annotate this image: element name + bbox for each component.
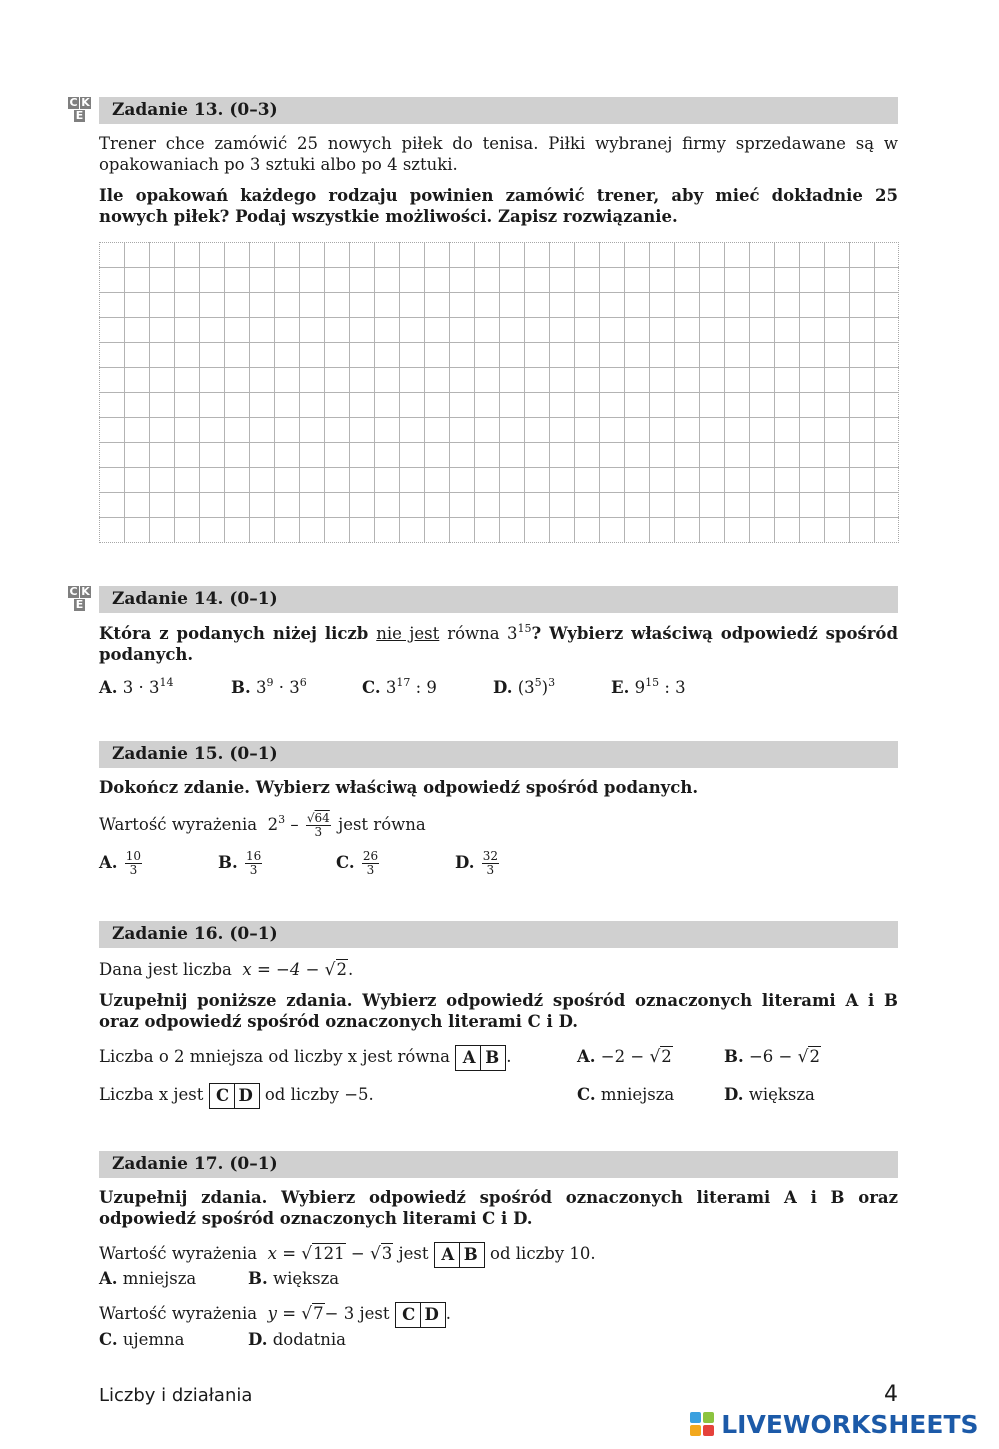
task-15-option-a[interactable] — [99, 848, 144, 878]
option-text: 3 · 3 — [122, 678, 160, 697]
fraction — [482, 850, 499, 877]
option-letter: D. — [248, 1330, 268, 1349]
task-16-option-d[interactable] — [724, 1082, 815, 1108]
option-exp: 5 — [534, 676, 542, 689]
task-15-expression — [99, 810, 426, 840]
liveworksheets-logo-icon — [690, 1412, 716, 1438]
sentence-text: jest — [359, 1304, 390, 1323]
option-letter: E. — [611, 678, 630, 697]
sqrt: √2 — [324, 960, 347, 980]
sqrt-radicand: 121 — [313, 1244, 345, 1263]
sqrt: √2 — [797, 1047, 820, 1067]
option-letter: A. — [99, 678, 118, 697]
task-13-question: Ile opakowań każdego rodzaju powinien zamówić trener, aby mieć dokładnie 25 nowych piłek? Podaj wszystkie możliwości. Zapisz rozwiązanie. — [99, 186, 898, 226]
option-text: większa — [748, 1085, 815, 1104]
expression: x = — [267, 1244, 297, 1263]
task-17-option-c[interactable] — [99, 1329, 184, 1351]
expr-exp: 3 — [278, 813, 286, 826]
option-letter: B. — [248, 1269, 268, 1288]
option-letter: A. — [99, 853, 118, 872]
task-15-question: Dokończ zdanie. Wybierz właściwą odpowiedź spośród podanych. — [99, 778, 699, 797]
task-14-option-c[interactable] — [362, 677, 437, 699]
box-option-c[interactable]: C — [216, 1085, 230, 1105]
option-letter: C. — [99, 1330, 118, 1349]
task-16-sentence-1 — [99, 1044, 511, 1071]
option-text: ) — [541, 678, 549, 697]
section-footer: Liczby i działania — [99, 1385, 253, 1406]
task-15-option-c[interactable] — [336, 848, 381, 878]
option-exp: 9 — [266, 676, 274, 689]
given-text: Dana jest liczba — [99, 960, 232, 979]
task-17-header: Zadanie 17. (0–1) — [99, 1151, 898, 1178]
option-letter: A. — [577, 1047, 596, 1066]
answer-box-ab[interactable] — [434, 1242, 485, 1268]
punctuation: . — [506, 1047, 512, 1066]
answer-box-cd[interactable] — [209, 1083, 260, 1109]
option-letter: B. — [218, 853, 238, 872]
task-17-question: Uzupełnij zdania. Wybierz odpowiedź spośród oznaczonych literami A i B oraz odpowiedź spośród oznaczonych literami C i D. — [99, 1188, 898, 1228]
task-17-sentence-1 — [99, 1241, 596, 1268]
box-option-b[interactable]: B — [480, 1046, 503, 1070]
task-14-question — [99, 623, 898, 665]
cke-letter: E — [75, 598, 84, 611]
option-text: : 3 — [659, 678, 686, 697]
cke-letter: K — [81, 585, 90, 598]
task-16-option-b[interactable] — [724, 1044, 821, 1070]
sqrt-radicand: 2 — [336, 960, 347, 979]
sqrt: √121 — [301, 1244, 345, 1264]
q-exponent: 15 — [517, 622, 532, 635]
q-underlined: nie jest — [376, 624, 440, 643]
numerator: 10 — [125, 849, 142, 863]
task-15-option-d[interactable] — [455, 848, 501, 878]
task-16-sentence-2 — [99, 1082, 374, 1109]
punctuation: . — [348, 960, 354, 979]
q-text: Która z podanych niżej liczb — [99, 624, 369, 643]
watermark-text: LIVEWORKSHEETS — [721, 1410, 979, 1439]
q-text: ? Wybierz właściwą odpowiedź spośród podanych. — [99, 624, 898, 664]
option-letter: C. — [577, 1085, 596, 1104]
sentence-text: Liczba x jest — [99, 1085, 204, 1104]
option-text: dodatnia — [272, 1330, 346, 1349]
option-letter: D. — [724, 1085, 744, 1104]
option-letter: D. — [493, 678, 513, 697]
sentence-text: jest — [398, 1244, 429, 1263]
box-option-a[interactable]: A — [441, 1244, 455, 1264]
answer-box-cd[interactable] — [395, 1302, 446, 1328]
numerator: 26 — [362, 849, 379, 863]
answer-grid[interactable] — [99, 242, 899, 543]
expr-base: 2 — [267, 815, 279, 834]
sqrt: √3 — [369, 1244, 393, 1264]
option-letter: A. — [99, 1269, 118, 1288]
option-exp: 3 — [548, 676, 556, 689]
option-letter: C. — [362, 678, 381, 697]
option-text: 3 — [385, 678, 397, 697]
sentence-text: od liczby −5. — [264, 1085, 374, 1104]
sqrt-radicand: 3 — [381, 1244, 393, 1263]
option-text: · 3 — [273, 678, 300, 697]
task-14-option-d[interactable] — [493, 677, 555, 699]
sentence-text: Liczba o 2 mniejsza od liczby x jest równa — [99, 1047, 450, 1066]
task-16-option-c[interactable] — [577, 1082, 674, 1108]
sqrt: √7 — [301, 1304, 324, 1324]
task-16-option-a[interactable] — [577, 1044, 673, 1070]
cke-letter: K — [81, 96, 90, 109]
task-14-header: Zadanie 14. (0–1) — [99, 586, 898, 613]
fraction — [362, 850, 379, 877]
denominator: 3 — [486, 863, 495, 877]
numerator: 32 — [482, 849, 498, 863]
task-17-option-a[interactable] — [99, 1268, 196, 1290]
task-16-given — [99, 959, 353, 981]
option-letter: D. — [455, 853, 475, 872]
task-17-sentence-2 — [99, 1301, 451, 1328]
option-letter: B. — [231, 678, 251, 697]
option-text: 9 — [634, 678, 646, 697]
minus-sign: − 3 — [324, 1304, 355, 1323]
option-letter: B. — [724, 1047, 744, 1066]
sentence-text: od liczby 10. — [490, 1244, 596, 1263]
sqrt: √2 — [649, 1047, 672, 1067]
denominator: 3 — [314, 825, 323, 839]
box-option-b[interactable]: B — [459, 1243, 482, 1267]
sentence-text: Wartość wyrażenia — [99, 1304, 258, 1323]
q-text: równa 3 — [447, 624, 518, 643]
box-option-d[interactable]: D — [420, 1303, 443, 1327]
punctuation: . — [445, 1304, 451, 1323]
option-text: mniejsza — [122, 1269, 197, 1288]
task-14-option-a[interactable] — [99, 677, 174, 699]
denominator: 3 — [366, 863, 375, 877]
sentence-text: Wartość wyrażenia — [99, 1244, 258, 1263]
minus-sign: − — [350, 1244, 365, 1263]
task-17-option-d[interactable] — [248, 1329, 346, 1351]
fraction — [125, 850, 142, 877]
task-14-option-b[interactable] — [231, 677, 307, 699]
expression: y = — [267, 1304, 297, 1323]
sqrt-radicand: 64 — [314, 811, 330, 825]
option-letter: C. — [336, 853, 355, 872]
cke-logo — [68, 97, 92, 124]
given-expression: x = −4 − — [242, 960, 320, 979]
fraction: $\frac{√64}{3}$ — [306, 811, 330, 839]
option-exp: 17 — [396, 676, 411, 689]
task-16-question: Uzupełnij poniższe zdania. Wybierz odpowiedź spośród oznaczonych literami A i B oraz odpowiedź spośród oznaczonych literami C i D. — [99, 991, 898, 1031]
answer-box-ab[interactable] — [455, 1045, 506, 1071]
option-text: ujemna — [122, 1330, 185, 1349]
sqrt-radicand: 2 — [661, 1047, 672, 1066]
box-option-a[interactable]: A — [462, 1047, 476, 1067]
task-17-option-b[interactable] — [248, 1268, 339, 1290]
cke-letter: E — [75, 109, 84, 122]
sqrt-radicand: 7 — [313, 1304, 324, 1323]
liveworksheets-watermark — [690, 1410, 979, 1440]
numerator: 16 — [245, 849, 262, 863]
option-text: : 9 — [410, 678, 437, 697]
option-exp: 6 — [299, 676, 307, 689]
denominator: 3 — [129, 863, 138, 877]
task-14-option-e[interactable] — [611, 677, 686, 699]
cke-letter: C — [69, 96, 78, 109]
option-text: (3 — [517, 678, 535, 697]
cke-logo — [68, 586, 92, 613]
task-15-option-b[interactable] — [218, 848, 264, 878]
page-number: 4 — [884, 1382, 898, 1407]
sqrt-radicand: 2 — [809, 1047, 820, 1066]
option-exp: 14 — [159, 676, 174, 689]
box-option-c[interactable]: C — [402, 1304, 416, 1324]
box-option-d[interactable]: D — [234, 1084, 257, 1108]
option-text: 3 — [255, 678, 267, 697]
expr-end: jest równa — [338, 815, 426, 834]
task-13-header: Zadanie 13. (0–3) — [99, 97, 898, 124]
cke-letter: C — [69, 585, 78, 598]
fraction — [245, 850, 262, 877]
minus-sign: – — [290, 815, 299, 834]
task-15-header: Zadanie 15. (0–1) — [99, 741, 898, 768]
task-16-header: Zadanie 16. (0–1) — [99, 921, 898, 948]
task-13-intro: Trener chce zamówić 25 nowych piłek do tenisa. Piłki wybranej firmy sprzedawane są w opakowaniach po 3 sztuki albo po 4 sztuki. — [99, 134, 898, 174]
option-exp: 15 — [645, 676, 660, 689]
expr-label: Wartość wyrażenia — [99, 815, 258, 834]
option-text: mniejsza — [600, 1085, 675, 1104]
option-text: −6 − — [748, 1047, 793, 1066]
option-text: większa — [272, 1269, 340, 1288]
option-text: −2 − — [600, 1047, 645, 1066]
denominator: 3 — [249, 863, 258, 877]
